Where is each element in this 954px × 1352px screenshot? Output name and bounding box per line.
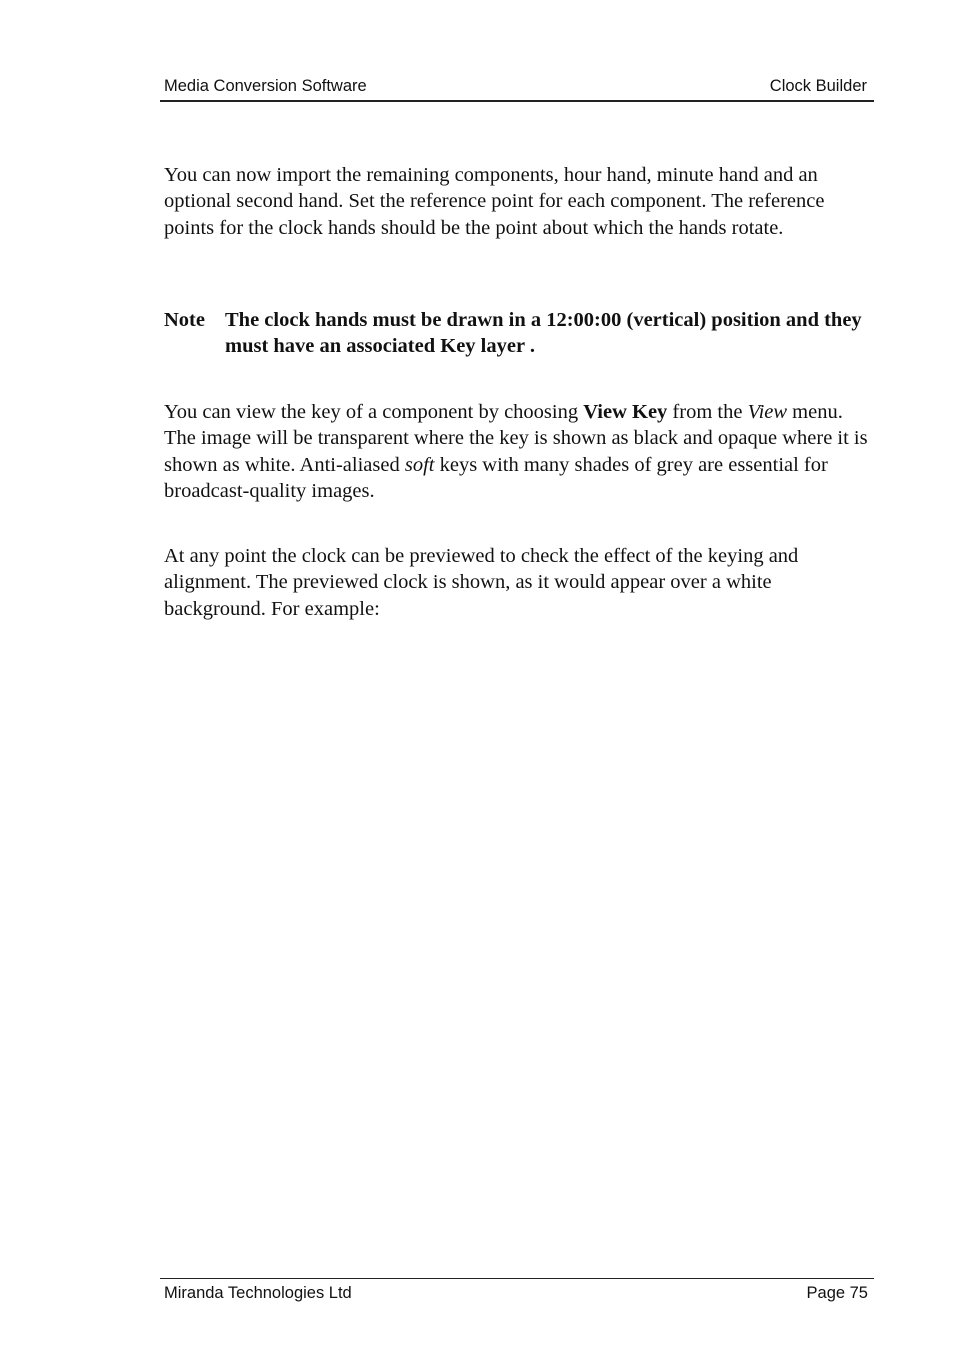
- view-menu-name: View: [747, 401, 788, 423]
- page-footer: [160, 1278, 874, 1302]
- paragraph-view-key: [164, 399, 876, 504]
- note-text: The clock hands must be drawn in a 12:00:00 (vertical) position and they must have an associated Key layer .: [225, 309, 862, 358]
- paragraph-view-key-text: menu. The image will be transparent where the key is shown as black and opaque where it is shown as white. Anti-aliased: [164, 401, 868, 476]
- paragraph-view-key-text: from the: [667, 401, 748, 423]
- page-header: [160, 74, 874, 102]
- paragraph-view-key-text: keys with many shades of grey are essential for broadcast-quality images.: [164, 453, 828, 502]
- footer-company: Miranda Technologies Ltd: [164, 1284, 352, 1302]
- soft-emphasis: soft: [404, 453, 435, 476]
- header-section-title: Clock Builder: [769, 77, 867, 95]
- note-label: Note: [164, 309, 205, 331]
- view-key-command: View Key: [583, 401, 668, 423]
- footer-page-number: Page 75: [806, 1284, 868, 1302]
- paragraph-import-components: You can now import the remaining components, hour hand, minute hand and an optional second hand. Set the reference point for each component. The reference points for the clock hands should be the point about which the hands rotate.: [164, 164, 825, 239]
- paragraph-view-key-text: You can view the key of a component by choosing: [164, 401, 584, 423]
- paragraph-preview-clock: At any point the clock can be previewed to check the effect of the keying and alignment. The previewed clock is shown, as it would appear over a white background. For example:: [164, 545, 799, 620]
- note-block: [164, 307, 876, 360]
- header-document-title: Media Conversion Software: [164, 77, 367, 95]
